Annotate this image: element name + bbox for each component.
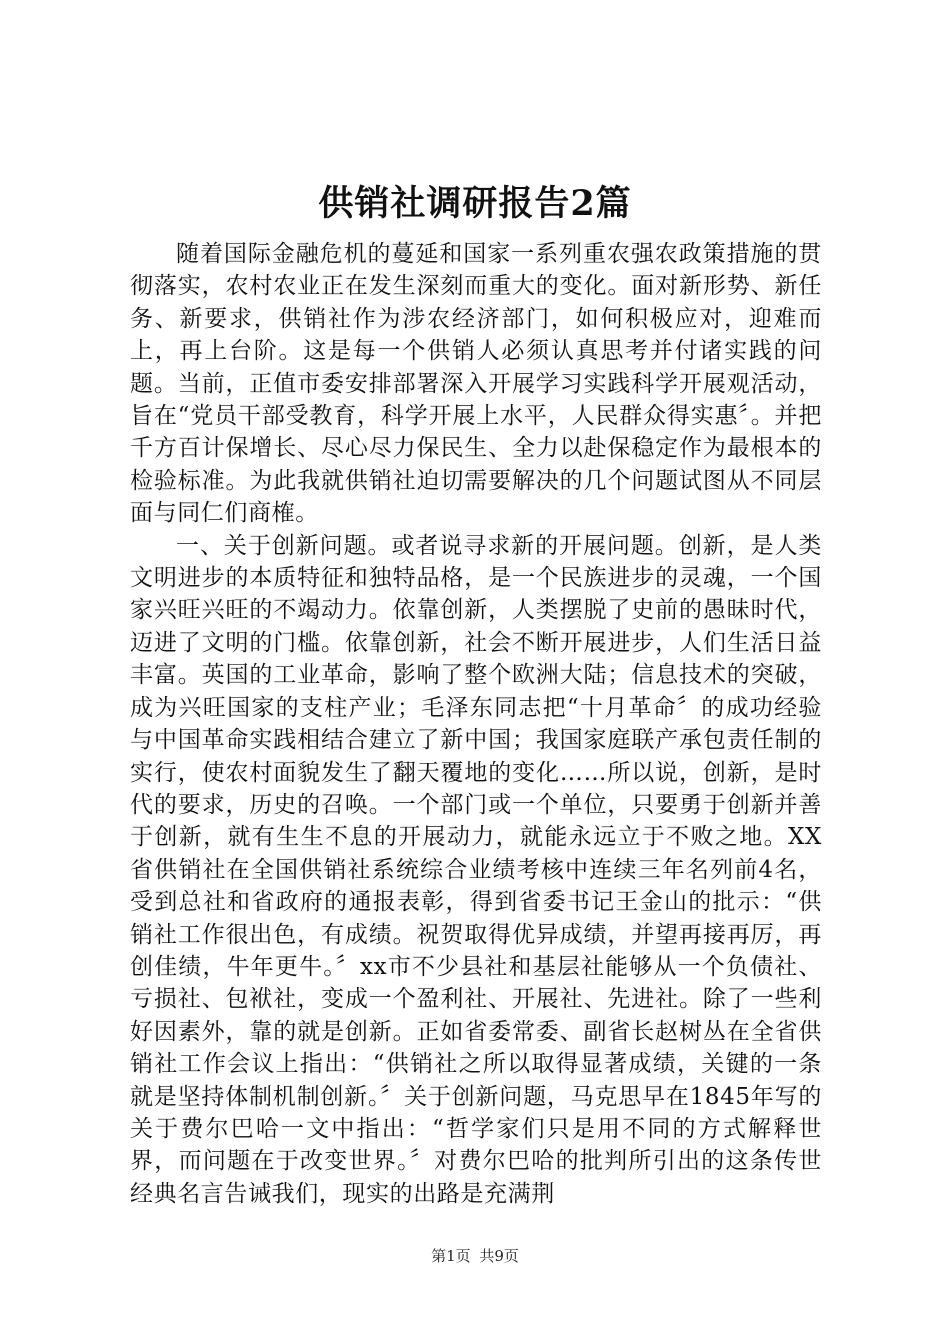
paragraph-innovation: 一、关于创新问题。或者说寻求新的开展问题。创新，是人类文明进步的本质特征和独特品格，是一个民族进步的灵魂，一个国家兴旺兴旺的不竭动力。依靠创新，人类摆脱了史前的愚昧时代，迈进了文明的门槛。依靠创新，社会不断开展进步，人们生活日益丰富。英国的工业革命，影响了整个欧洲大陆；信息技术的突破，成为兴旺国家的支柱产业；毛泽东同志把“十月革命〞的成功经验与中国革命实践相结合建立了新中国；我国家庭联产承包责任制的实行，使农村面貌发生了翻天覆地的变化……所以说，创新，是时代的要求，历史的召唤。一个部门或一个单位，只要勇于创新并善于创新，就有生生不息的开展动力，就能永远立于不败之地。XX省供销社在全国供销社系统综合业绩考核中连续三年名列前4名，受到总社和省政府的通报表彰，得到省委书记王金山的批示：“供销社工作很出色，有成绩。祝贺取得优异成绩，并望再接再厉，再创佳绩，牛年更牛。〞xx市不少县社和基层社能够从一个负债社、亏损社、包袱社，变成一个盈利社、开展社、先进社。除了一些利好因素外，靠的就是创新。正如省委常委、副省长赵树丛在全省供销社工作会议上指出：“供销社之所以取得显著成绩，关键的一条就是坚持体制机制创新。〞关于创新问题，马克思早在1845年写的关于费尔巴哈一文中指出：“哲学家们只是用不同的方式解释世界，而问题在于改变世界。〞对费尔巴哈的批判所引出的这条传世经典名言告诫我们，现实的出路是充满荆: [130, 532, 822, 1207]
page-footer: [0, 1246, 950, 1266]
page-total: 共9页: [479, 1247, 519, 1265]
document-body: [130, 238, 822, 1210]
page-title: 供销社调研报告2篇: [318, 183, 632, 224]
paragraph-intro: 随着国际金融危机的蔓延和国家一系列重农强农政策措施的贯彻落实，农村农业正在发生深刻而重大的变化。面对新形势、新任务、新要求，供销社作为涉农经济部门，如何积极应对，迎难而上，再上台阶。这是每一个供销人必须认真思考并付诸实践的问题。当前，正值市委安排部署深入开展学习实践科学开展观活动，旨在“党员干部受教育，科学开展上水平，人民群众得实惠〞。并把千方百计保增长、尽心尽力保民生、全力以赴保稳定作为最根本的检验标准。为此我就供销社迫切需要解决的几个问题试图从不同层面与同仁们商榷。: [130, 241, 822, 527]
page-number: 第1页: [431, 1247, 471, 1265]
